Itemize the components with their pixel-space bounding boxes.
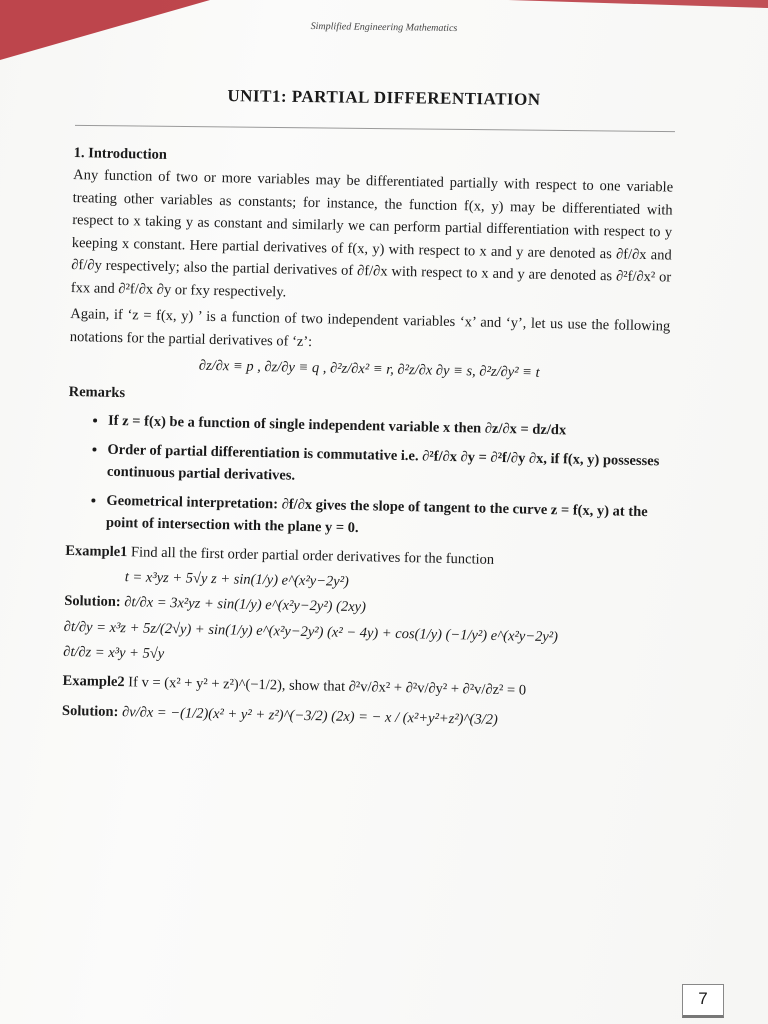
main-content xyxy=(62,138,674,735)
notation-equation: ∂z/∂x ≡ p , ∂z/∂y ≡ q , ∂²z/∂x² ≡ r, ∂²z/∂x ∂y ≡ s, ∂²z/∂y² ≡ t xyxy=(198,357,540,382)
remarks-list xyxy=(66,409,668,546)
unit-title: UNIT1: PARTIAL DIFFERENTIATION xyxy=(227,86,541,109)
example1-solution-line1: ∂t/∂x = 3x²yz + sin(1/y) e^(x²y−2y²) (2xy) xyxy=(124,594,367,616)
remark-item: • Geometrical interpretation: ∂f/∂x gives the slope of tangent to the curve z = f(x, y) at the point of intersection with the plane y = 0. xyxy=(106,489,667,546)
remarks-heading: Remarks xyxy=(68,383,126,401)
title-divider xyxy=(75,125,675,132)
example1-solution-line2: ∂t/∂y = x³z + 5z/(2√y) + sin(1/y) e^(x²y−2y²) (x² − 4y) + cos(1/y) (−1/y²) e^(x²y−2y²) xyxy=(63,618,559,646)
example1-function: t = x³yz + 5√y z + sin(1/y) e^(x²y−2y²) xyxy=(124,569,350,590)
example1-text: Find all the first order partial order derivatives for the function xyxy=(130,543,495,568)
example1-solution-label: Solution: xyxy=(64,593,121,611)
example2-solution-line: ∂v/∂x = −(1/2)(x² + y² + z²)^(−3/2) (2x) = − x / (x²+y²+z²)^(3/2) xyxy=(121,704,498,729)
running-header: Simplified Engineering Mathematics xyxy=(310,20,458,35)
example1-label: Example1 xyxy=(65,542,128,560)
notation-intro: Again, if ‘z = f(x, y) ’ is a function of two independent variables ‘x’ and ‘y’, let us use the following notations for the partial derivatives of ‘z’: xyxy=(69,306,671,350)
red-top-edge xyxy=(508,0,768,8)
remark-item: • Order of partial differentiation is commutative i.e. ∂²f/∂x ∂y = ∂²f/∂y ∂x, if f(x, y) possesses continuous partial derivatives. xyxy=(107,438,668,495)
example2 xyxy=(62,670,662,705)
example2-solution-label: Solution: xyxy=(61,703,119,721)
example1-solution-line3: ∂t/∂z = x³y + 5√y xyxy=(63,644,165,663)
page-number: 7 xyxy=(682,984,724,1018)
remark-item: • If z = f(x) be a function of single independent variable x then ∂z/∂x = dz/dx xyxy=(108,410,668,444)
intro-heading: 1. Introduction xyxy=(73,144,168,163)
example2-text: If v = (x² + y² + z²)^(−1/2), show that ∂²v/∂x² + ∂²v/∂y² + ∂²v/∂z² = 0 xyxy=(128,674,527,699)
example2-label: Example2 xyxy=(62,672,125,691)
intro-paragraph: Any function of two or more variables may be differentiated partially with respect to one variable treating other variables as constants; for instance, the function f(x, y) may be differentiated with respect to x taking y as constant and similarly we can perform partial differentiation with respect to y keeping x constant. Here partial derivatives of f(x, y) with respect to x and y are denoted as ∂f/∂x and ∂f/∂y respectively; also the partial derivatives of ∂f/∂x with respect to x and y are denoted as ∂²f/∂x² or fxx and ∂²f/∂x ∂y or fxy respectively. xyxy=(70,167,674,301)
